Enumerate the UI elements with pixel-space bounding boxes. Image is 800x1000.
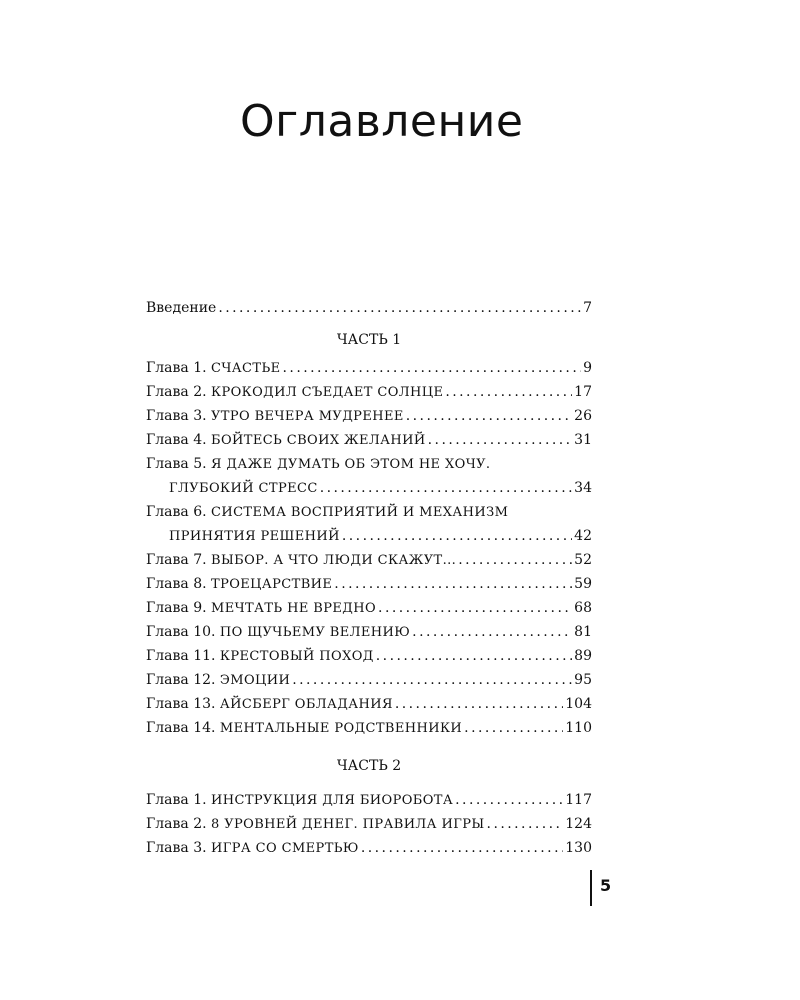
dot-leader — [412, 620, 572, 644]
chapter-title: КРЕСТОВЫЙ ПОХОД — [219, 649, 374, 664]
toc-entry-chapter[interactable] — [146, 620, 592, 644]
dot-leader — [487, 812, 564, 836]
toc-page-number: 42 — [574, 528, 592, 544]
toc-entry-chapter[interactable] — [146, 692, 592, 716]
chapter-title: ИНСТРУКЦИЯ ДЛЯ БИОРОБОТА — [211, 793, 454, 808]
chapter-title-continuation: ПРИНЯТИЯ РЕШЕНИЙ — [169, 529, 340, 544]
chapter-prefix: Глава 1. — [146, 792, 207, 808]
dot-leader — [320, 476, 572, 500]
chapter-title: 8 УРОВНЕЙ ДЕНЕГ. ПРАВИЛА ИГРЫ — [211, 817, 485, 832]
toc-page-number: 104 — [565, 696, 592, 712]
dot-leader — [458, 548, 572, 572]
chapter-title-continuation: ГЛУБОКИЙ СТРЕСС — [169, 481, 318, 496]
toc-page-number: 59 — [574, 576, 592, 592]
chapter-prefix: Глава 2. — [146, 816, 207, 832]
chapter-title: ТРОЕЦАРСТВИЕ — [211, 577, 333, 592]
chapter-prefix: Глава 14. — [146, 720, 216, 736]
chapter-prefix: Глава 13. — [146, 696, 216, 712]
toc-page-number: 95 — [574, 672, 592, 688]
chapter-prefix: Глава 7. — [146, 552, 207, 568]
dot-leader — [292, 668, 572, 692]
toc-entry-chapter[interactable] — [146, 428, 592, 452]
chapter-prefix: Глава 1. — [146, 360, 207, 376]
toc-page-number: 117 — [565, 792, 592, 808]
dot-leader — [378, 596, 572, 620]
toc-page-number: 26 — [574, 408, 592, 424]
chapter-title: ВЫБОР. А ЧТО ЛЮДИ СКАЖУТ... — [211, 553, 457, 568]
dot-leader — [395, 692, 563, 716]
dot-leader — [406, 404, 572, 428]
chapter-title: МЕНТАЛЬНЫЕ РОДСТВЕННИКИ — [219, 721, 463, 736]
chapter-title: СЧАСТЬЕ — [211, 361, 281, 376]
dot-leader — [361, 836, 563, 860]
toc-entry-chapter[interactable] — [146, 356, 592, 380]
toc-page-number: 110 — [565, 720, 592, 736]
page-number: 5 — [600, 876, 612, 895]
part-heading: ЧАСТЬ 2 — [336, 758, 402, 774]
toc-entry-chapter[interactable] — [146, 572, 592, 596]
chapter-prefix: Глава 5. — [146, 456, 207, 472]
chapter-title: СИСТЕМА ВОСПРИЯТИЙ И МЕХАНИЗМ — [211, 505, 509, 520]
chapter-prefix: Глава 12. — [146, 672, 216, 688]
chapter-prefix: Глава 2. — [146, 384, 207, 400]
toc-page-number: 130 — [565, 840, 592, 856]
chapter-title: ПО ЩУЧЬЕМУ ВЕЛЕНИЮ — [219, 625, 411, 640]
toc-page-number: 89 — [574, 648, 592, 664]
toc-page-number: 31 — [574, 432, 592, 448]
dot-leader — [218, 296, 581, 320]
toc-page-number: 52 — [574, 552, 592, 568]
dot-leader — [376, 644, 572, 668]
toc-page-number: 34 — [574, 480, 592, 496]
chapter-title: КРОКОДИЛ СЪЕДАЕТ СОЛНЦЕ — [211, 385, 444, 400]
dot-leader — [464, 716, 563, 740]
chapter-title: АЙСБЕРГ ОБЛАДАНИЯ — [219, 697, 393, 712]
toc-entry-chapter[interactable] — [146, 548, 592, 572]
chapter-prefix: Глава 10. — [146, 624, 216, 640]
dot-leader — [428, 428, 573, 452]
toc-entry-chapter[interactable] — [146, 836, 592, 860]
part-heading: ЧАСТЬ 1 — [336, 332, 402, 348]
chapter-prefix: Глава 11. — [146, 648, 216, 664]
toc-entry-chapter[interactable] — [146, 788, 592, 812]
chapter-prefix: Глава 6. — [146, 504, 207, 520]
toc-entry-chapter[interactable] — [146, 644, 592, 668]
toc-page-number: 81 — [574, 624, 592, 640]
chapter-title: УТРО ВЕЧЕРА МУДРЕНЕЕ — [211, 409, 404, 424]
chapter-prefix: Глава 8. — [146, 576, 207, 592]
page-title: Оглавление — [240, 96, 524, 147]
toc-entry-chapter[interactable] — [146, 404, 592, 428]
dot-leader — [283, 356, 582, 380]
toc-entry-chapter-continuation[interactable] — [146, 476, 592, 500]
toc-entry-chapter-continuation[interactable] — [146, 524, 592, 548]
chapter-title: ЭМОЦИИ — [219, 673, 291, 688]
footer-rule — [590, 870, 592, 906]
table-of-contents — [146, 296, 592, 860]
dot-leader — [342, 524, 572, 548]
chapter-title: ИГРА СО СМЕРТЬЮ — [211, 841, 359, 856]
chapter-prefix: Глава 9. — [146, 600, 207, 616]
toc-page-number: 9 — [583, 360, 592, 376]
toc-page-number: 124 — [565, 816, 592, 832]
chapter-title: МЕЧТАТЬ НЕ ВРЕДНО — [211, 601, 377, 616]
toc-entry-label: Введение — [146, 300, 217, 316]
dot-leader — [445, 380, 572, 404]
chapter-prefix: Глава 3. — [146, 840, 207, 856]
toc-entry-chapter[interactable] — [146, 500, 592, 524]
toc-entry-chapter[interactable] — [146, 668, 592, 692]
toc-page-number: 17 — [574, 384, 592, 400]
toc-entry-chapter[interactable] — [146, 596, 592, 620]
chapter-prefix: Глава 3. — [146, 408, 207, 424]
chapter-title: Я ДАЖЕ ДУМАТЬ ОБ ЭТОМ НЕ ХОЧУ. — [211, 457, 491, 472]
toc-entry-chapter[interactable] — [146, 812, 592, 836]
toc-entry-chapter[interactable] — [146, 716, 592, 740]
toc-entry-chapter[interactable] — [146, 452, 592, 476]
toc-page-number: 68 — [574, 600, 592, 616]
chapter-prefix: Глава 4. — [146, 432, 207, 448]
dot-leader — [334, 572, 572, 596]
toc-entry-chapter[interactable] — [146, 380, 592, 404]
toc-entry-introduction[interactable] — [146, 296, 592, 320]
chapter-title: БОЙТЕСЬ СВОИХ ЖЕЛАНИЙ — [211, 433, 426, 448]
dot-leader — [455, 788, 563, 812]
toc-page-number: 7 — [583, 300, 592, 316]
